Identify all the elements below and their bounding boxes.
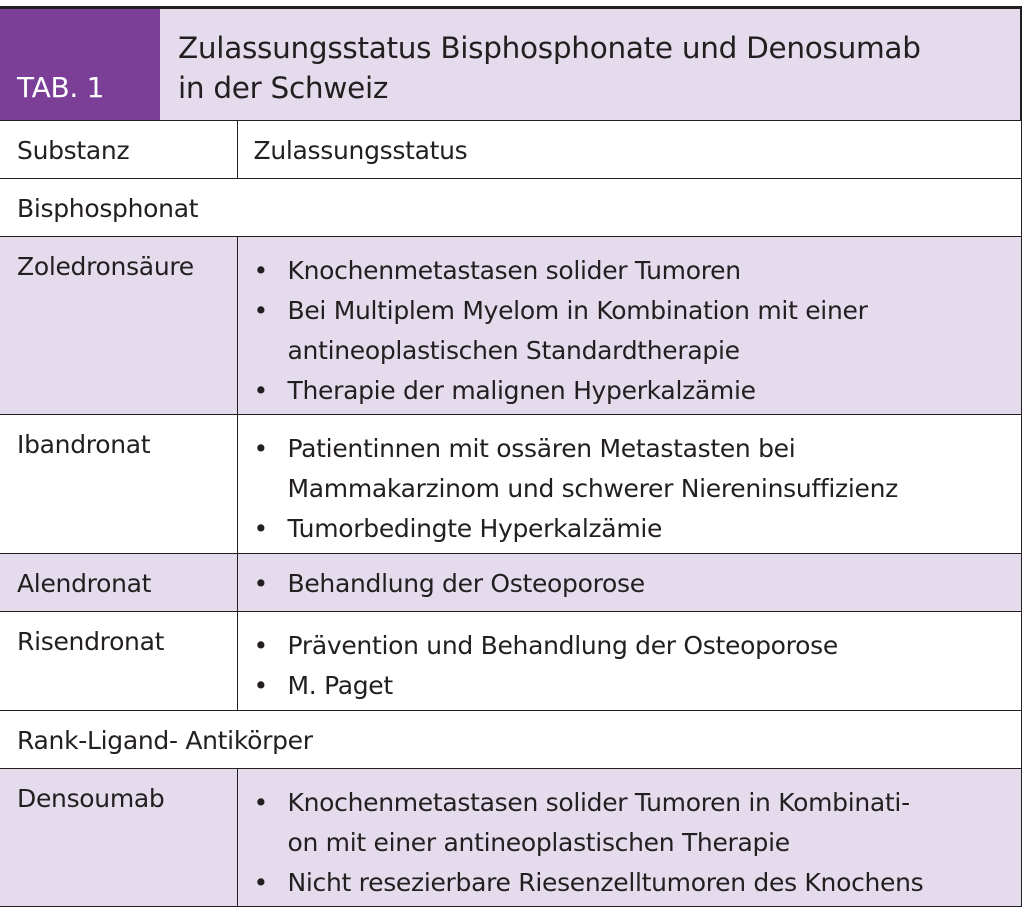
status-cell [237, 554, 1022, 612]
approval-status-table [0, 120, 1022, 907]
tab-label-text: TAB. 1 [17, 71, 105, 104]
substance-cell: Ibandronat [0, 415, 237, 554]
list-item: • Behandlung der Osteoporose [254, 564, 1022, 604]
table-header [0, 6, 1022, 120]
table-row [0, 769, 1022, 907]
substance-cell: Alendronat [0, 554, 237, 612]
list-item: • Knochenmetastasen solider Tumoren [254, 251, 1022, 291]
bullet-icon: • [253, 256, 268, 285]
list-item-continuation: Mammakarzinom und schwerer Niereninsuffizienz [287, 474, 898, 503]
table-title-line-1: Zulassungsstatus Bisphosphonate und Denosumab [178, 31, 921, 65]
section-row-bisphosphonat [0, 179, 1022, 237]
section-row-rank-ligand [0, 711, 1022, 769]
list-item: • Patientinnen mit ossären Metastasten bei [254, 429, 1022, 469]
list-item: • Nicht resezierbare Riesenzelltumoren des Knochens [254, 863, 1022, 903]
substance-cell: Densoumab [0, 769, 237, 907]
status-cell [237, 237, 1022, 415]
bullet-icon: • [253, 631, 268, 660]
status-cell [237, 415, 1022, 554]
table-title [160, 9, 1020, 120]
table-row [0, 612, 1022, 711]
list-item-continuation: on mit einer antineoplastischen Therapie [287, 828, 790, 857]
column-header-substance: Substanz [0, 121, 237, 179]
bullet-icon: • [253, 434, 268, 463]
bullet-icon: • [253, 569, 268, 598]
table-row [0, 237, 1022, 415]
bullet-icon: • [253, 788, 268, 817]
status-cell [237, 612, 1022, 711]
column-header-status: Zulassungsstatus [237, 121, 1022, 179]
bullet-icon: • [253, 376, 268, 405]
list-item: • Therapie der malignen Hyperkalzämie [254, 371, 1022, 411]
list-item: • Knochenmetastasen solider Tumoren in Kombinati- [254, 783, 1022, 823]
table-number-label [0, 9, 160, 120]
status-cell [237, 769, 1022, 907]
bullet-icon: • [253, 671, 268, 700]
bullet-icon: • [253, 868, 268, 897]
table-row [0, 415, 1022, 554]
substance-cell: Zoledronsäure [0, 237, 237, 415]
list-item: • Prävention und Behandlung der Osteoporose [254, 626, 1022, 666]
substance-cell: Risendronat [0, 612, 237, 711]
table-row [0, 554, 1022, 612]
list-item: • M. Paget [254, 666, 1022, 706]
list-item-continuation: antineoplastischen Standardtherapie [287, 336, 740, 365]
bullet-icon: • [253, 514, 268, 543]
bullet-icon: • [253, 296, 268, 325]
section-label: Bisphosphonat [0, 179, 1022, 237]
column-header-row [0, 121, 1022, 179]
list-item: • Bei Multiplem Myelom in Kombination mit einer [254, 291, 1022, 331]
section-label: Rank-Ligand- Antikörper [0, 711, 1022, 769]
list-item: • Tumorbedingte Hyperkalzämie [254, 509, 1022, 549]
table-title-line-2: in der Schweiz [178, 71, 389, 105]
